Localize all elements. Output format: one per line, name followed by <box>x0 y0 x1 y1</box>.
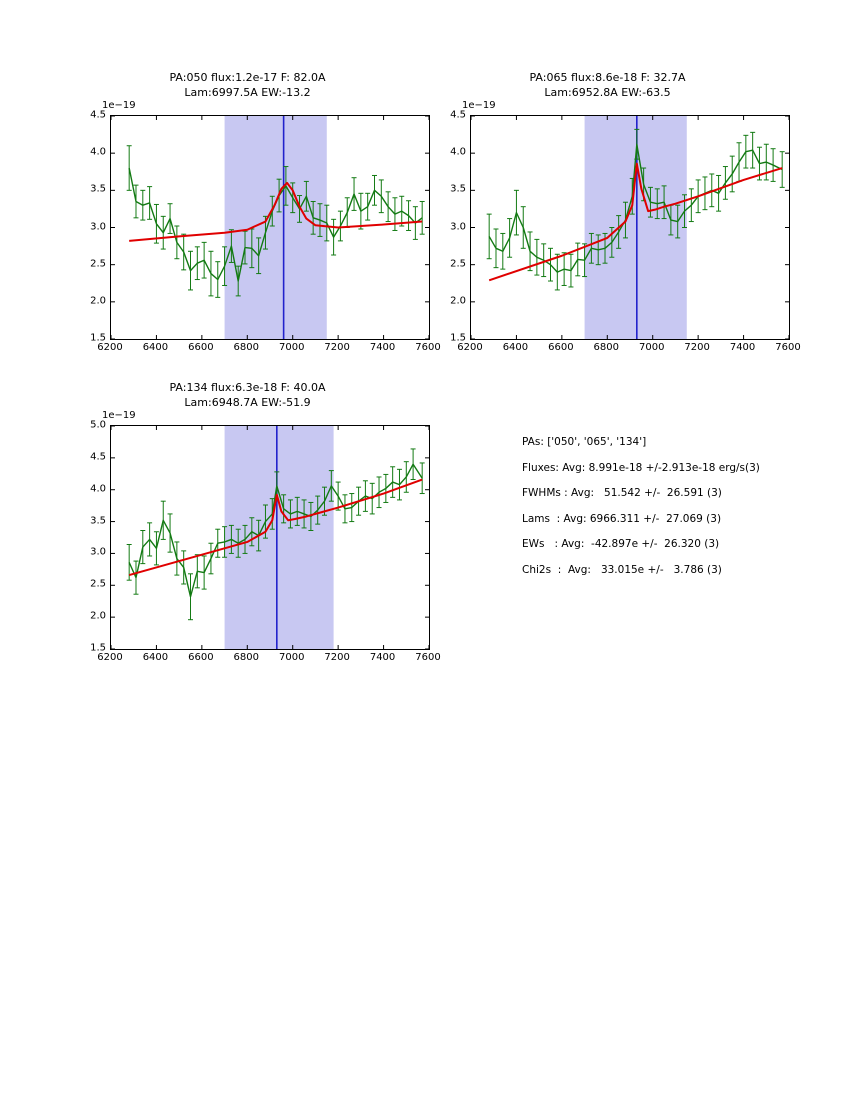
x-tick-label: 6400 <box>502 342 529 353</box>
y-tick-label: 2.5 <box>450 258 466 270</box>
y-exponent-label-pa050: 1e−19 <box>102 100 136 111</box>
panel-title-line2: Lam:6948.7A EW:-51.9 <box>184 396 311 409</box>
y-exponent-label-pa065: 1e−19 <box>462 100 496 111</box>
y-tick-label: 2.0 <box>90 295 106 307</box>
shaded-wavelength-band <box>225 116 327 339</box>
chart-canvas <box>111 116 429 339</box>
y-tick-label: 1.5 <box>90 332 106 344</box>
x-tick-label: 6600 <box>548 342 574 353</box>
chart-canvas <box>471 116 789 339</box>
panel-title-line2: Lam:6997.5A EW:-13.2 <box>184 86 311 99</box>
y-tick-label: 1.5 <box>90 642 106 654</box>
y-tick-label: 3.0 <box>90 221 106 232</box>
y-tick-label: 4.0 <box>450 146 466 158</box>
x-tick-label: 6600 <box>188 342 214 353</box>
plot-area-pa050 <box>110 115 430 340</box>
summary-line: Chi2s : Avg: 33.015e +/- 3.786 (3) <box>522 563 722 576</box>
y-tick-label: 4.0 <box>90 483 106 495</box>
y-tick-label: 4.5 <box>90 451 106 463</box>
y-tick-label: 2.5 <box>90 578 106 590</box>
panel-title-pa065 <box>420 70 795 100</box>
summary-line: PAs: ['050', '065', '134'] <box>522 436 647 448</box>
y-tick-label: 4.5 <box>450 109 466 121</box>
y-tick-label: 3.5 <box>90 515 106 527</box>
y-tick-label: 4.0 <box>90 146 106 158</box>
panel-title-line1: PA:134 flux:6.3e-18 F: 40.0A <box>169 381 326 394</box>
y-tick-label: 4.5 <box>90 109 106 121</box>
x-tick-label: 7000 <box>278 342 305 353</box>
summary-line: Lams : Avg: 6966.311 +/- 27.069 (3) <box>522 512 722 525</box>
y-tick-label: 3.5 <box>450 183 466 195</box>
x-tick-label: 7400 <box>369 342 396 353</box>
x-tick-label: 7600 <box>415 652 441 663</box>
x-tick-label: 6400 <box>142 342 169 353</box>
y-tick-label: 1.5 <box>450 332 466 344</box>
x-tick-label: 6800 <box>233 342 260 353</box>
chart-canvas <box>111 426 429 649</box>
panel-title-pa050 <box>60 70 435 100</box>
x-tick-label: 6600 <box>188 652 214 663</box>
x-tick-label: 6200 <box>457 342 483 353</box>
x-tick-label: 6800 <box>593 342 620 353</box>
x-tick-label: 6400 <box>142 652 169 663</box>
x-tick-label: 7000 <box>638 342 665 353</box>
plot-area-pa134 <box>110 425 430 650</box>
chart-panel-pa065 <box>420 70 795 380</box>
x-tick-label: 7000 <box>278 652 305 663</box>
panel-title-line1: PA:065 flux:8.6e-18 F: 32.7A <box>529 71 686 84</box>
x-tick-label: 7400 <box>369 652 396 663</box>
x-tick-label: 6800 <box>233 652 260 663</box>
x-tick-label: 6200 <box>97 342 123 353</box>
summary-line: EWs : Avg: -42.897e +/- 26.320 (3) <box>522 538 720 550</box>
chart-panel-pa134 <box>60 380 435 690</box>
summary-line: FWHMs : Avg: 51.542 +/- 26.591 (3) <box>522 487 722 499</box>
summary-line: Fluxes: Avg: 8.991e-18 +/-2.913e-18 erg/s(3) <box>522 461 760 474</box>
y-tick-label: 2.5 <box>90 258 106 270</box>
x-tick-label: 7600 <box>415 342 441 353</box>
y-tick-label: 3.5 <box>90 183 106 195</box>
x-tick-label: 7200 <box>324 342 350 353</box>
chart-panel-pa050 <box>60 70 435 380</box>
x-tick-label: 7400 <box>729 342 756 353</box>
panel-title-line1: PA:050 flux:1.2e-17 F: 82.0A <box>169 71 326 84</box>
y-tick-label: 5.0 <box>90 419 106 431</box>
x-tick-label: 7200 <box>324 652 350 663</box>
panel-title-line2: Lam:6952.8A EW:-63.5 <box>544 86 671 99</box>
x-tick-label: 7600 <box>775 342 801 353</box>
y-tick-label: 2.0 <box>90 610 106 622</box>
x-tick-label: 7200 <box>684 342 710 353</box>
y-exponent-label-pa134: 1e−19 <box>102 410 136 421</box>
y-tick-label: 2.0 <box>450 295 466 307</box>
x-tick-label: 6200 <box>97 652 123 663</box>
y-tick-label: 3.0 <box>90 546 106 558</box>
panel-title-pa134 <box>60 380 435 410</box>
shaded-wavelength-band <box>225 426 334 649</box>
summary-text-block <box>522 430 760 583</box>
plot-area-pa065 <box>470 115 790 340</box>
y-tick-label: 3.0 <box>450 221 466 232</box>
